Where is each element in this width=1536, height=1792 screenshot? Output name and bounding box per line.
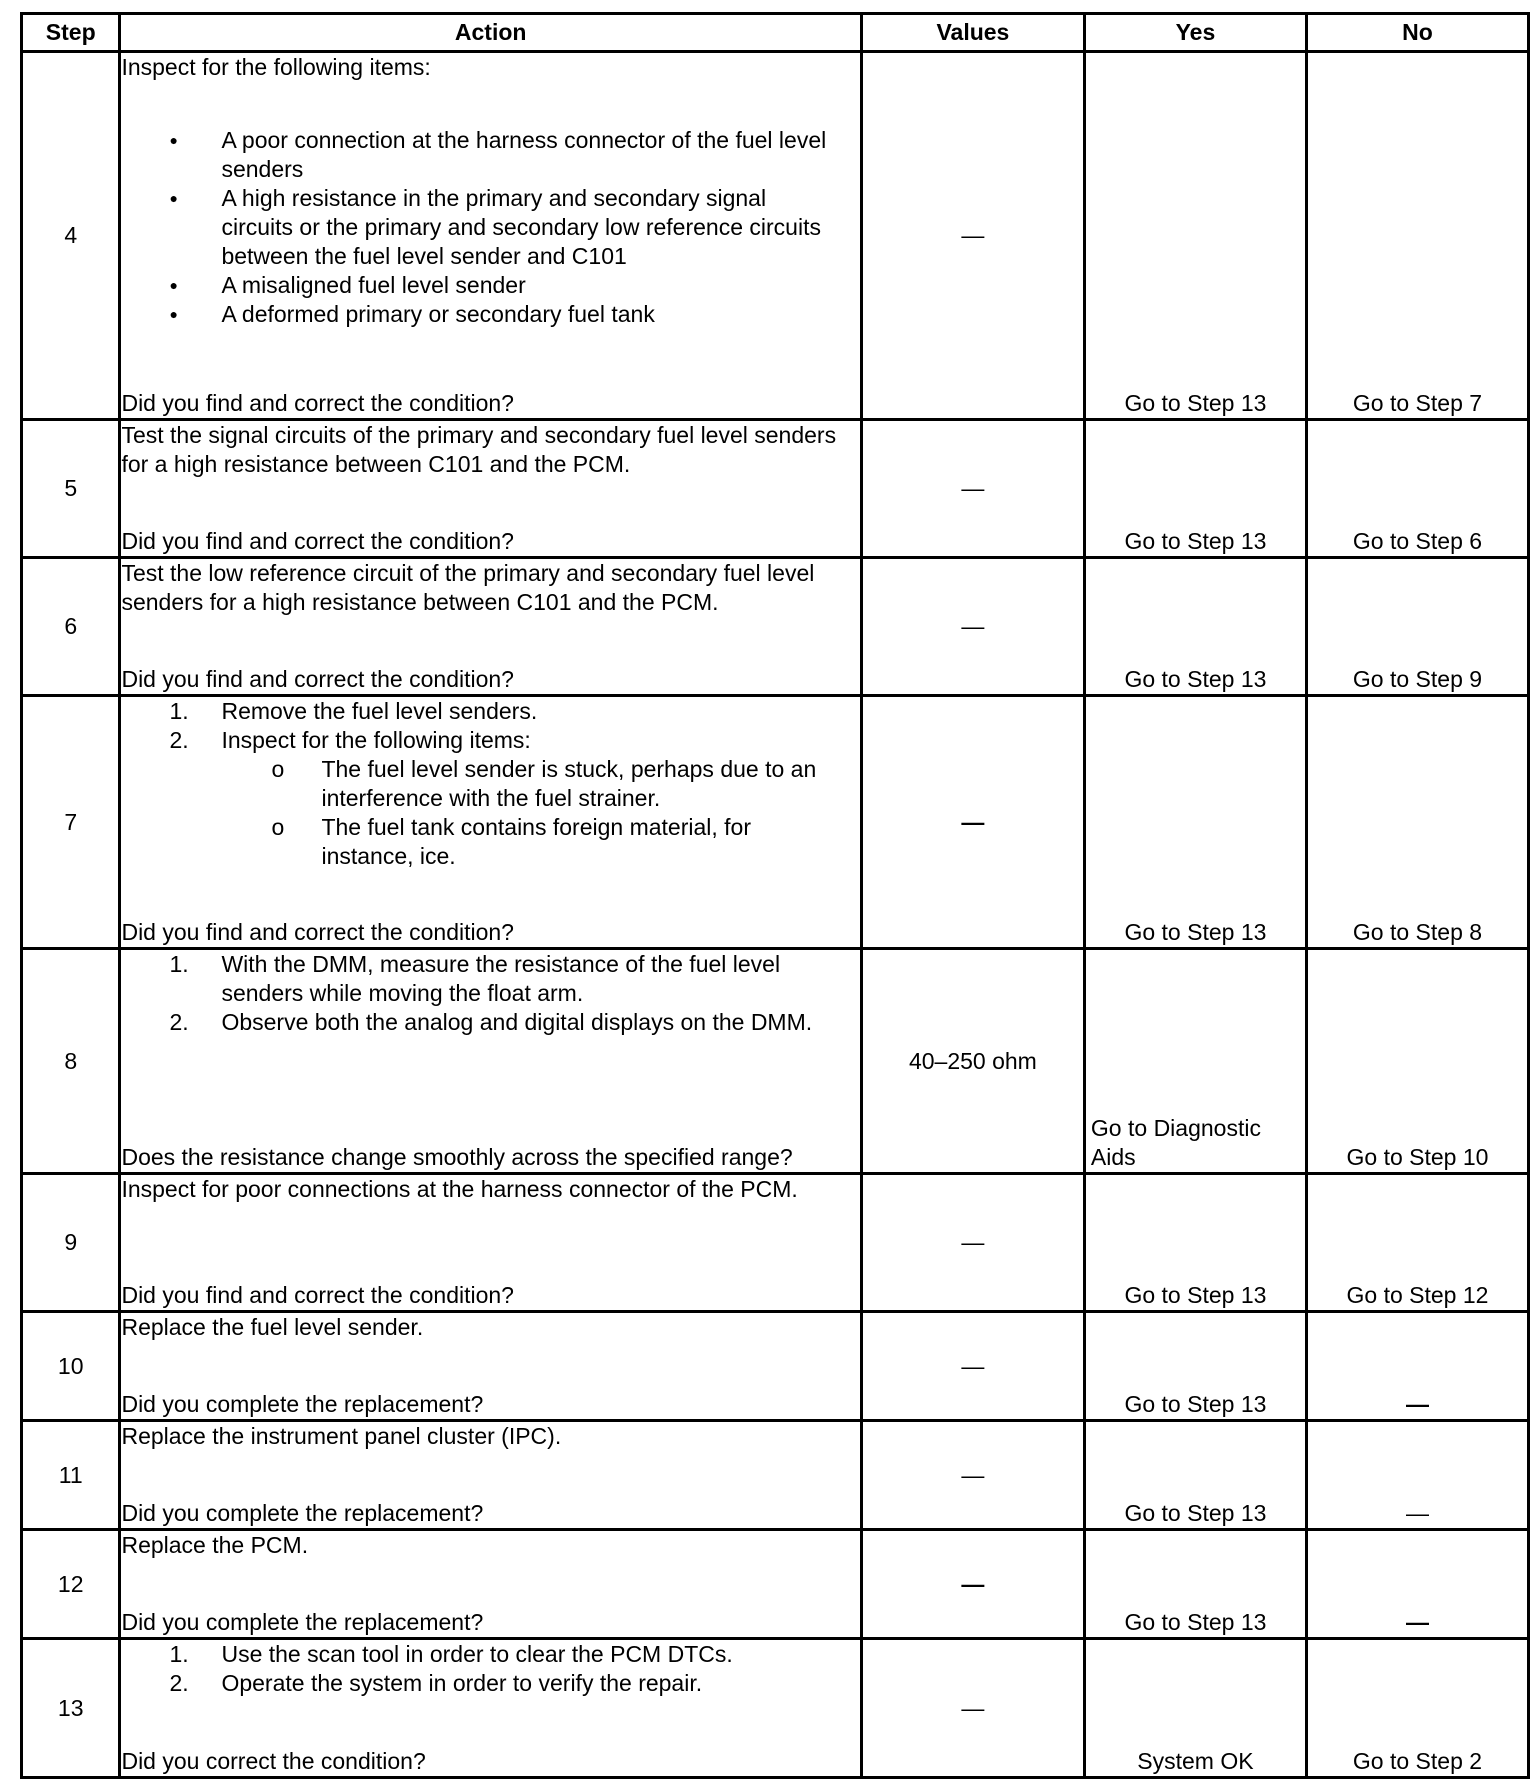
yes-cell: Go to Step 13 <box>1084 420 1306 558</box>
action-cell <box>120 1312 861 1421</box>
list-number: 2. <box>169 727 189 753</box>
no-cell: — <box>1306 1530 1528 1639</box>
list-number: 1. <box>169 698 189 724</box>
sub-list <box>221 755 859 871</box>
list-item: ● A misaligned fuel level sender <box>121 271 859 300</box>
values-cell: — <box>861 52 1084 420</box>
no-cell: Go to Step 10 <box>1306 949 1528 1174</box>
table-row <box>22 420 1529 558</box>
action-cell <box>120 949 861 1174</box>
yes-cell: Go to Diagnostic Aids <box>1084 949 1306 1174</box>
table-row <box>22 696 1529 949</box>
action-cell <box>120 1639 861 1778</box>
action-question: Did you find and correct the condition? <box>121 390 514 416</box>
list-item <box>121 1008 859 1037</box>
action-question: Does the resistance change smoothly across the specified range? <box>121 1144 793 1170</box>
sub-list-marker: o <box>271 814 285 840</box>
action-intro: Replace the instrument panel cluster (IPC). <box>121 1423 562 1449</box>
yes-cell: Go to Step 13 <box>1084 1174 1306 1312</box>
step-number: 10 <box>22 1312 120 1421</box>
step-number: 4 <box>22 52 120 420</box>
step-number: 9 <box>22 1174 120 1312</box>
action-cell <box>120 1421 861 1530</box>
step-number: 7 <box>22 696 120 949</box>
numbered-list <box>121 950 859 1037</box>
action-cell <box>120 558 861 696</box>
action-question: Did you correct the condition? <box>121 1748 426 1774</box>
yes-cell: Go to Step 13 <box>1084 52 1306 420</box>
action-cell <box>120 696 861 949</box>
action-question: Did you complete the replacement? <box>121 1609 484 1635</box>
action-intro: Replace the fuel level sender. <box>121 1314 424 1340</box>
sub-list-marker: o <box>271 756 285 782</box>
list-text: With the DMM, measure the resistance of the fuel level senders while moving the float arm. <box>221 951 781 1006</box>
no-cell: Go to Step 6 <box>1306 420 1528 558</box>
list-number: 2. <box>169 1009 189 1035</box>
yes-cell: Go to Step 13 <box>1084 696 1306 949</box>
header-step: Step <box>22 14 120 52</box>
step-number: 12 <box>22 1530 120 1639</box>
values-cell: — <box>861 420 1084 558</box>
table-row <box>22 1174 1529 1312</box>
action-question: Did you find and correct the condition? <box>121 919 514 945</box>
numbered-list <box>121 697 859 871</box>
list-text: Operate the system in order to verify the repair. <box>221 1670 703 1696</box>
list-number: 2. <box>169 1670 189 1696</box>
list-item <box>121 950 859 1008</box>
diagnostic-table-container <box>20 12 1530 1779</box>
yes-cell: Go to Step 13 <box>1084 558 1306 696</box>
list-item <box>121 1669 859 1698</box>
table-row <box>22 1421 1529 1530</box>
yes-cell: System OK <box>1084 1639 1306 1778</box>
diagnostic-table <box>20 12 1530 1779</box>
yes-cell: Go to Step 13 <box>1084 1421 1306 1530</box>
action-intro: Test the low reference circuit of the primary and secondary fuel level senders for a high resistance between C101 and the PCM. <box>121 560 815 615</box>
list-item <box>121 1640 859 1669</box>
no-cell: — <box>1306 1312 1528 1421</box>
action-question: Did you find and correct the condition? <box>121 1282 514 1308</box>
step-number: 13 <box>22 1639 120 1778</box>
no-cell: Go to Step 8 <box>1306 696 1528 949</box>
action-question: Did you find and correct the condition? <box>121 528 514 554</box>
header-no: No <box>1306 14 1528 52</box>
step-number: 8 <box>22 949 120 1174</box>
action-question: Did you complete the replacement? <box>121 1391 484 1417</box>
no-cell: Go to Step 2 <box>1306 1639 1528 1778</box>
no-cell: Go to Step 7 <box>1306 52 1528 420</box>
table-row <box>22 52 1529 420</box>
values-cell: 40–250 ohm <box>861 949 1084 1174</box>
values-cell: — <box>861 696 1084 949</box>
list-item: ● A poor connection at the harness connector of the fuel level senders <box>121 126 859 184</box>
values-cell: — <box>861 1421 1084 1530</box>
list-text: Inspect for the following items: <box>221 727 531 753</box>
action-intro: Replace the PCM. <box>121 1532 309 1558</box>
header-yes: Yes <box>1084 14 1306 52</box>
action-cell <box>120 420 861 558</box>
no-cell: Go to Step 12 <box>1306 1174 1528 1312</box>
values-cell: — <box>861 1530 1084 1639</box>
values-cell: — <box>861 1174 1084 1312</box>
table-row <box>22 1639 1529 1778</box>
table-row <box>22 558 1529 696</box>
sub-list-item <box>221 755 859 813</box>
action-intro: Inspect for poor connections at the harness connector of the PCM. <box>121 1176 798 1202</box>
list-item <box>121 697 859 726</box>
list-item <box>121 726 859 871</box>
action-intro: Inspect for the following items: <box>121 54 431 80</box>
sub-list-item <box>221 813 859 871</box>
list-number: 1. <box>169 1641 189 1667</box>
yes-cell: Go to Step 13 <box>1084 1312 1306 1421</box>
no-cell: — <box>1306 1421 1528 1530</box>
action-cell <box>120 52 861 420</box>
table-row <box>22 1530 1529 1639</box>
sub-list-text: The fuel tank contains foreign material, for instance, ice. <box>321 814 752 869</box>
list-number: 1. <box>169 951 189 977</box>
list-item: ● A high resistance in the primary and secondary signal circuits or the primary and secondary low reference circuits between the fuel level sender and C101 <box>121 184 859 271</box>
no-cell: Go to Step 9 <box>1306 558 1528 696</box>
step-number: 5 <box>22 420 120 558</box>
action-cell <box>120 1174 861 1312</box>
header-action: Action <box>120 14 861 52</box>
header-values: Values <box>861 14 1084 52</box>
list-item: ● A deformed primary or secondary fuel tank <box>121 300 859 329</box>
header-row <box>22 14 1529 52</box>
list-text: Observe both the analog and digital displays on the DMM. <box>221 1009 813 1035</box>
sub-list-text: The fuel level sender is stuck, perhaps due to an interference with the fuel strainer. <box>321 756 817 811</box>
action-question: Did you find and correct the condition? <box>121 666 514 692</box>
bullet-list <box>121 126 859 329</box>
list-text: Remove the fuel level senders. <box>221 698 538 724</box>
values-cell: — <box>861 1639 1084 1778</box>
values-cell: — <box>861 1312 1084 1421</box>
table-row <box>22 949 1529 1174</box>
list-text: Use the scan tool in order to clear the PCM DTCs. <box>221 1641 733 1667</box>
action-cell <box>120 1530 861 1639</box>
table-row <box>22 1312 1529 1421</box>
yes-cell: Go to Step 13 <box>1084 1530 1306 1639</box>
step-number: 11 <box>22 1421 120 1530</box>
step-number: 6 <box>22 558 120 696</box>
numbered-list <box>121 1640 859 1698</box>
action-question: Did you complete the replacement? <box>121 1500 484 1526</box>
action-intro: Test the signal circuits of the primary and secondary fuel level senders for a high resistance between C101 and the PCM. <box>121 422 837 477</box>
values-cell: — <box>861 558 1084 696</box>
